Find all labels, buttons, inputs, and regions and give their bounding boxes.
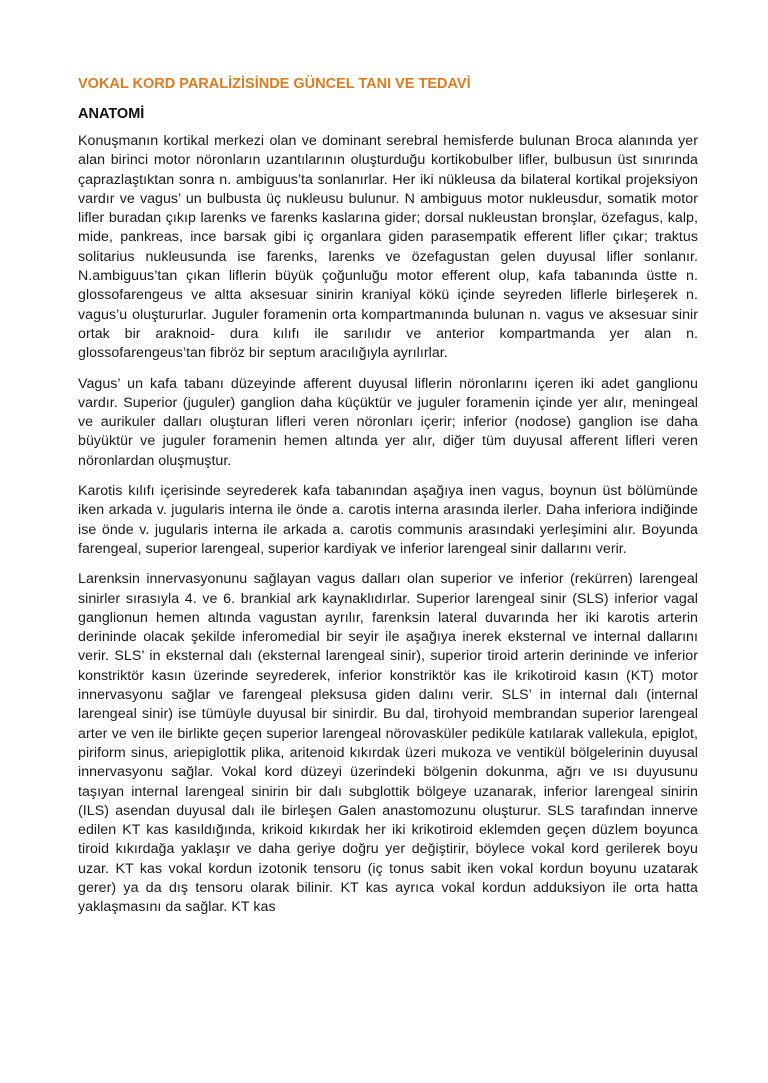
document-page <box>78 74 698 929</box>
document-title: VOKAL KORD PARALİZİSİNDE GÜNCEL TANI VE TEDAVİ <box>78 76 471 92</box>
paragraph-3: Karotis kılıfı içerisinde seyrederek kafa tabanından aşağıya inen vagus, boynun üst bölümünde iken arkada v. jugularis interna ile önde a. carotis interna arasında ilerler. Daha inferiora indiğinde ise önde v. jugularis interna ile arkada a. carotis communis arasındaki yerleşimini alır. Boyunda farengeal, superior larengeal, superior kardiyak ve inferior larengeal sinir dallarını verir. <box>78 483 698 557</box>
paragraph-1: Konuşmanın kortikal merkezi olan ve dominant serebral hemisferde bulunan Broca alanında yer alan birinci motor nöronların uzantılarının oluşturduğu kortikobulber lifler, bulbusun üst sınırında çaprazlaştıktan sonra n. ambiguus’ta sonlanırlar. Her iki nükleusa da bilateral kortikal projeksiyon vardır ve vagus’ un bulbusta üç nukleusu bulunur. N ambiguus motor nukleusdur, somatik motor lifler buradan çıkıp larenks ve farenks kaslarına gider; dorsal nukleustan bronşlar, özefagus, kalp, mide, pankreas, ince barsak gibi iç organlara giden parasempatik efferent lifler çıkar; traktus solitarius nukleusunda ise farenks, larenks ve özefagustan gelen duyusal lifler sonlanır. N.ambiguus’tan çıkan liflerin büyük çoğunluğu motor efferent olup, kafa tabanında üstte n. glossofarengeus ve altta aksesuar sinirin kraniyal kökü içinde seyreden liflerle birleşerek n. vagus’u oluştururlar. Juguler foramenin orta kompartmanında bulunan n. vagus ve aksesuar sinir ortak bir araknoid- dura kılıfı ile sarılıdır ve anterior kompartmanda yer alan n. glossofarengeus’tan fibröz bir septum aracılığıyla ayrılırlar. <box>78 133 698 362</box>
paragraph-4: Larenksin innervasyonunu sağlayan vagus dalları olan superior ve inferior (rekürren) larengeal sinirler sırasıyla 4. ve 6. brankial ark kaynaklıdırlar. Superior larengeal sinir (SLS) inferior vagal ganglionun hemen altında vagustan ayrılır, farenksin lateral duvarında her iki karotis arterin derininde olacak şekilde inferomedial bir seyir ile aşağıya inerek eksternal ve internal dallarını verir. SLS’ in eksternal dalı (eksternal larengeal sinir), superior tiroid arterin derininde ve inferior konstriktör kasın üzerinde seyrederek, inferior konstriktör kas ile krikotiroid kasın (KT) motor innervasyonu sağlar ve farengeal pleksusa giden dalını verir. SLS’ in internal dalı (internal larengeal sinir) ise tümüyle duyusal bir sinirdir. Bu dal, tirohyoid membrandan superior larengeal arter ve ven ile birlikte geçen superior larengeal nörovasküler pediküle katılarak vallekula, epiglot, piriform sinus, ariepiglottik plika, aritenoid kıkırdak üzeri mukoza ve ventikül bölgelerinin duyusal innervasyonu sağlar. Vokal kord düzeyi üzerindeki bölgenin dokunma, ağrı ve ısı duyusunu taşıyan internal larengeal sinirin bir dalı subglottik bölgeye uzanarak, inferior larengeal sinirin (ILS) asendan duyusal dalı ile birleşen Galen anastomozunu oluşturur. SLS tarafından innerve edilen KT kas kasıldığında, krikoid kıkırdak her iki krikotiroid eklemden geçen düzlem boyunca tiroid kıkırdağa yaklaşır ve daha geriye doğru yer değiştirir, böylece vokal kord gerilerek boyu uzar. KT kas vokal kordun izotonik tensoru (iç tonus sabit iken vokal kordun boyunu uzatarak gerer) ya da dış tensoru olarak bilinir. KT kas ayrıca vokal kordun adduksiyon ile orta hatta yaklaşmasını da sağlar. KT kas <box>78 571 698 916</box>
paragraph-2: Vagus’ un kafa tabanı düzeyinde afferent duyusal liflerin nöronlarını içeren iki adet ganglionu vardır. Superior (juguler) ganglion daha küçüktür ve juguler foramenin içinde yer alır, meningeal ve aurikuler dalları oluşturan lifleri veren nöronları içerir; inferior (nodose) ganglion ise daha büyüktür ve juguler foramenin hemen altında yer alır, diğer tüm duyusal afferent lifleri veren nöronlardan oluşmuştur. <box>78 375 698 469</box>
section-heading-anatomi: ANATOMİ <box>78 106 145 122</box>
